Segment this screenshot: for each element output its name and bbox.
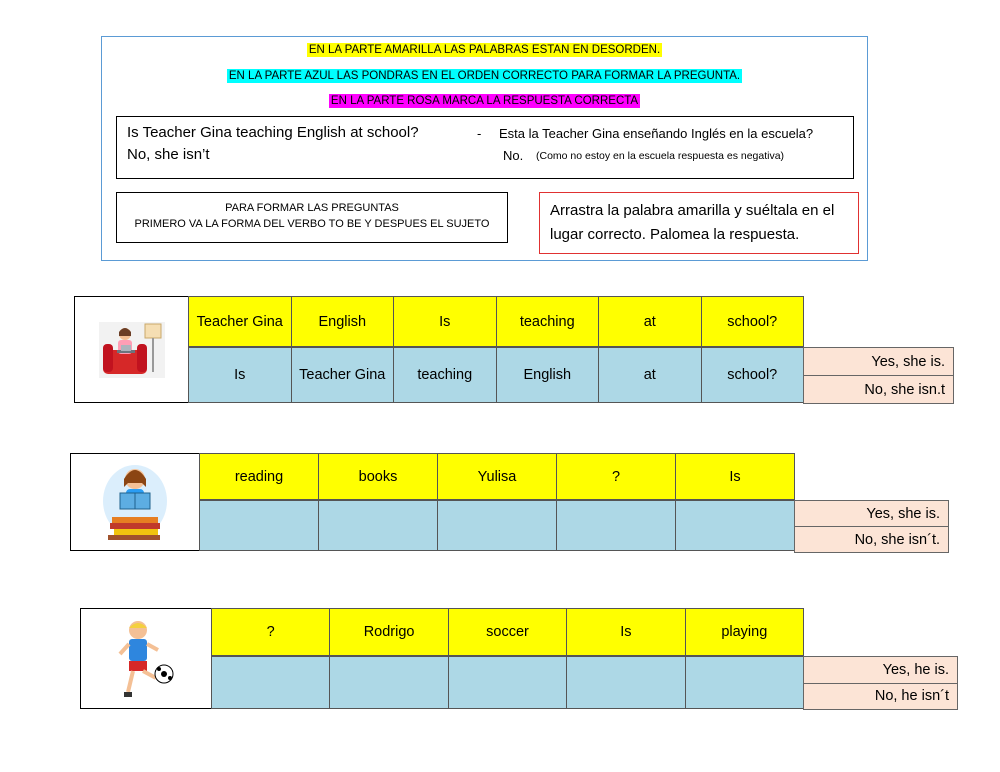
drop-slot-1-6[interactable]: school? xyxy=(701,347,805,403)
exercise-1-picture-frame xyxy=(74,296,189,403)
example-note: (Como no estoy en la escuela respuesta es negativa) xyxy=(536,150,785,162)
rule-line-2: PRIMERO VA LA FORMA DEL VERBO TO BE Y DESPUES EL SUJETO xyxy=(134,218,490,230)
exercise-3-picture-frame xyxy=(80,608,212,709)
answer-option-1-1[interactable]: Yes, she is. xyxy=(803,347,954,376)
word-tile-1-4[interactable]: teaching xyxy=(496,296,600,347)
example-answer: No, she isn’t xyxy=(127,146,210,163)
example-translation: Esta la Teacher Gina enseñando Inglés en la escuela? xyxy=(499,126,814,141)
drag-instruction-box: Arrastra la palabra amarilla y suéltala en el lugar correcto. Palomea la respuesta. xyxy=(539,192,859,254)
word-tile-3-5[interactable]: playing xyxy=(685,608,804,656)
answer-option-2-1[interactable]: Yes, she is. xyxy=(794,500,949,527)
example-dash: - xyxy=(477,126,482,141)
drop-slot-2-1[interactable] xyxy=(199,500,319,551)
word-tile-2-2[interactable]: books xyxy=(318,453,438,500)
word-tile-1-3[interactable]: Is xyxy=(393,296,497,347)
answer-option-3-1[interactable]: Yes, he is. xyxy=(803,656,958,684)
drop-slot-1-4[interactable]: English xyxy=(496,347,600,403)
answer-option-3-2[interactable]: No, he isn´t xyxy=(803,683,958,711)
drop-slot-1-2[interactable]: Teacher Gina xyxy=(291,347,395,403)
answer-option-2-2[interactable]: No, she isn´t. xyxy=(794,526,949,553)
word-tile-1-1[interactable]: Teacher Gina xyxy=(188,296,292,347)
word-tile-1-2[interactable]: English xyxy=(291,296,395,347)
word-tile-1-5[interactable]: at xyxy=(598,296,702,347)
answer-option-1-2[interactable]: No, she isn.t xyxy=(803,375,954,404)
drop-slot-3-3[interactable] xyxy=(448,656,567,709)
rule-line-1: PARA FORMAR LAS PREGUNTAS xyxy=(225,202,399,214)
drop-slot-3-1[interactable] xyxy=(211,656,330,709)
word-tile-2-3[interactable]: Yulisa xyxy=(437,453,557,500)
exercise-2-picture-frame xyxy=(70,453,200,551)
instruction-blue: EN LA PARTE AZUL LAS PONDRAS EN EL ORDEN CORRECTO PARA FORMAR LA PREGUNTA. xyxy=(228,70,741,82)
word-tile-2-1[interactable]: reading xyxy=(199,453,319,500)
word-tile-2-5[interactable]: Is xyxy=(675,453,795,500)
example-box xyxy=(116,116,854,179)
girl-reading-book-icon xyxy=(71,454,199,550)
drop-slot-3-5[interactable] xyxy=(685,656,804,709)
drop-slot-1-5[interactable]: at xyxy=(598,347,702,403)
instruction-yellow: EN LA PARTE AMARILLA LAS PALABRAS ESTAN EN DESORDEN. xyxy=(308,44,661,56)
instructions-panel xyxy=(101,36,868,261)
grammar-rule-box xyxy=(116,192,508,243)
drop-slot-3-4[interactable] xyxy=(566,656,685,709)
woman-reading-laptop-icon xyxy=(75,297,188,402)
drop-slot-3-2[interactable] xyxy=(329,656,448,709)
drop-slot-2-5[interactable] xyxy=(675,500,795,551)
drop-slot-2-4[interactable] xyxy=(556,500,676,551)
drop-slot-2-2[interactable] xyxy=(318,500,438,551)
drop-slot-1-3[interactable]: teaching xyxy=(393,347,497,403)
drop-slot-2-3[interactable] xyxy=(437,500,557,551)
word-tile-3-3[interactable]: soccer xyxy=(448,608,567,656)
word-tile-1-6[interactable]: school? xyxy=(701,296,805,347)
word-tile-3-2[interactable]: Rodrigo xyxy=(329,608,448,656)
instruction-pink: EN LA PARTE ROSA MARCA LA RESPUESTA CORRECTA xyxy=(330,95,639,107)
example-no: No. xyxy=(503,148,524,163)
word-tile-2-4[interactable]: ? xyxy=(556,453,676,500)
drop-slot-1-1[interactable]: Is xyxy=(188,347,292,403)
boy-kicking-ball-icon xyxy=(81,609,211,708)
example-question: Is Teacher Gina teaching English at school? xyxy=(127,124,419,141)
word-tile-3-1[interactable]: ? xyxy=(211,608,330,656)
word-tile-3-4[interactable]: Is xyxy=(566,608,685,656)
